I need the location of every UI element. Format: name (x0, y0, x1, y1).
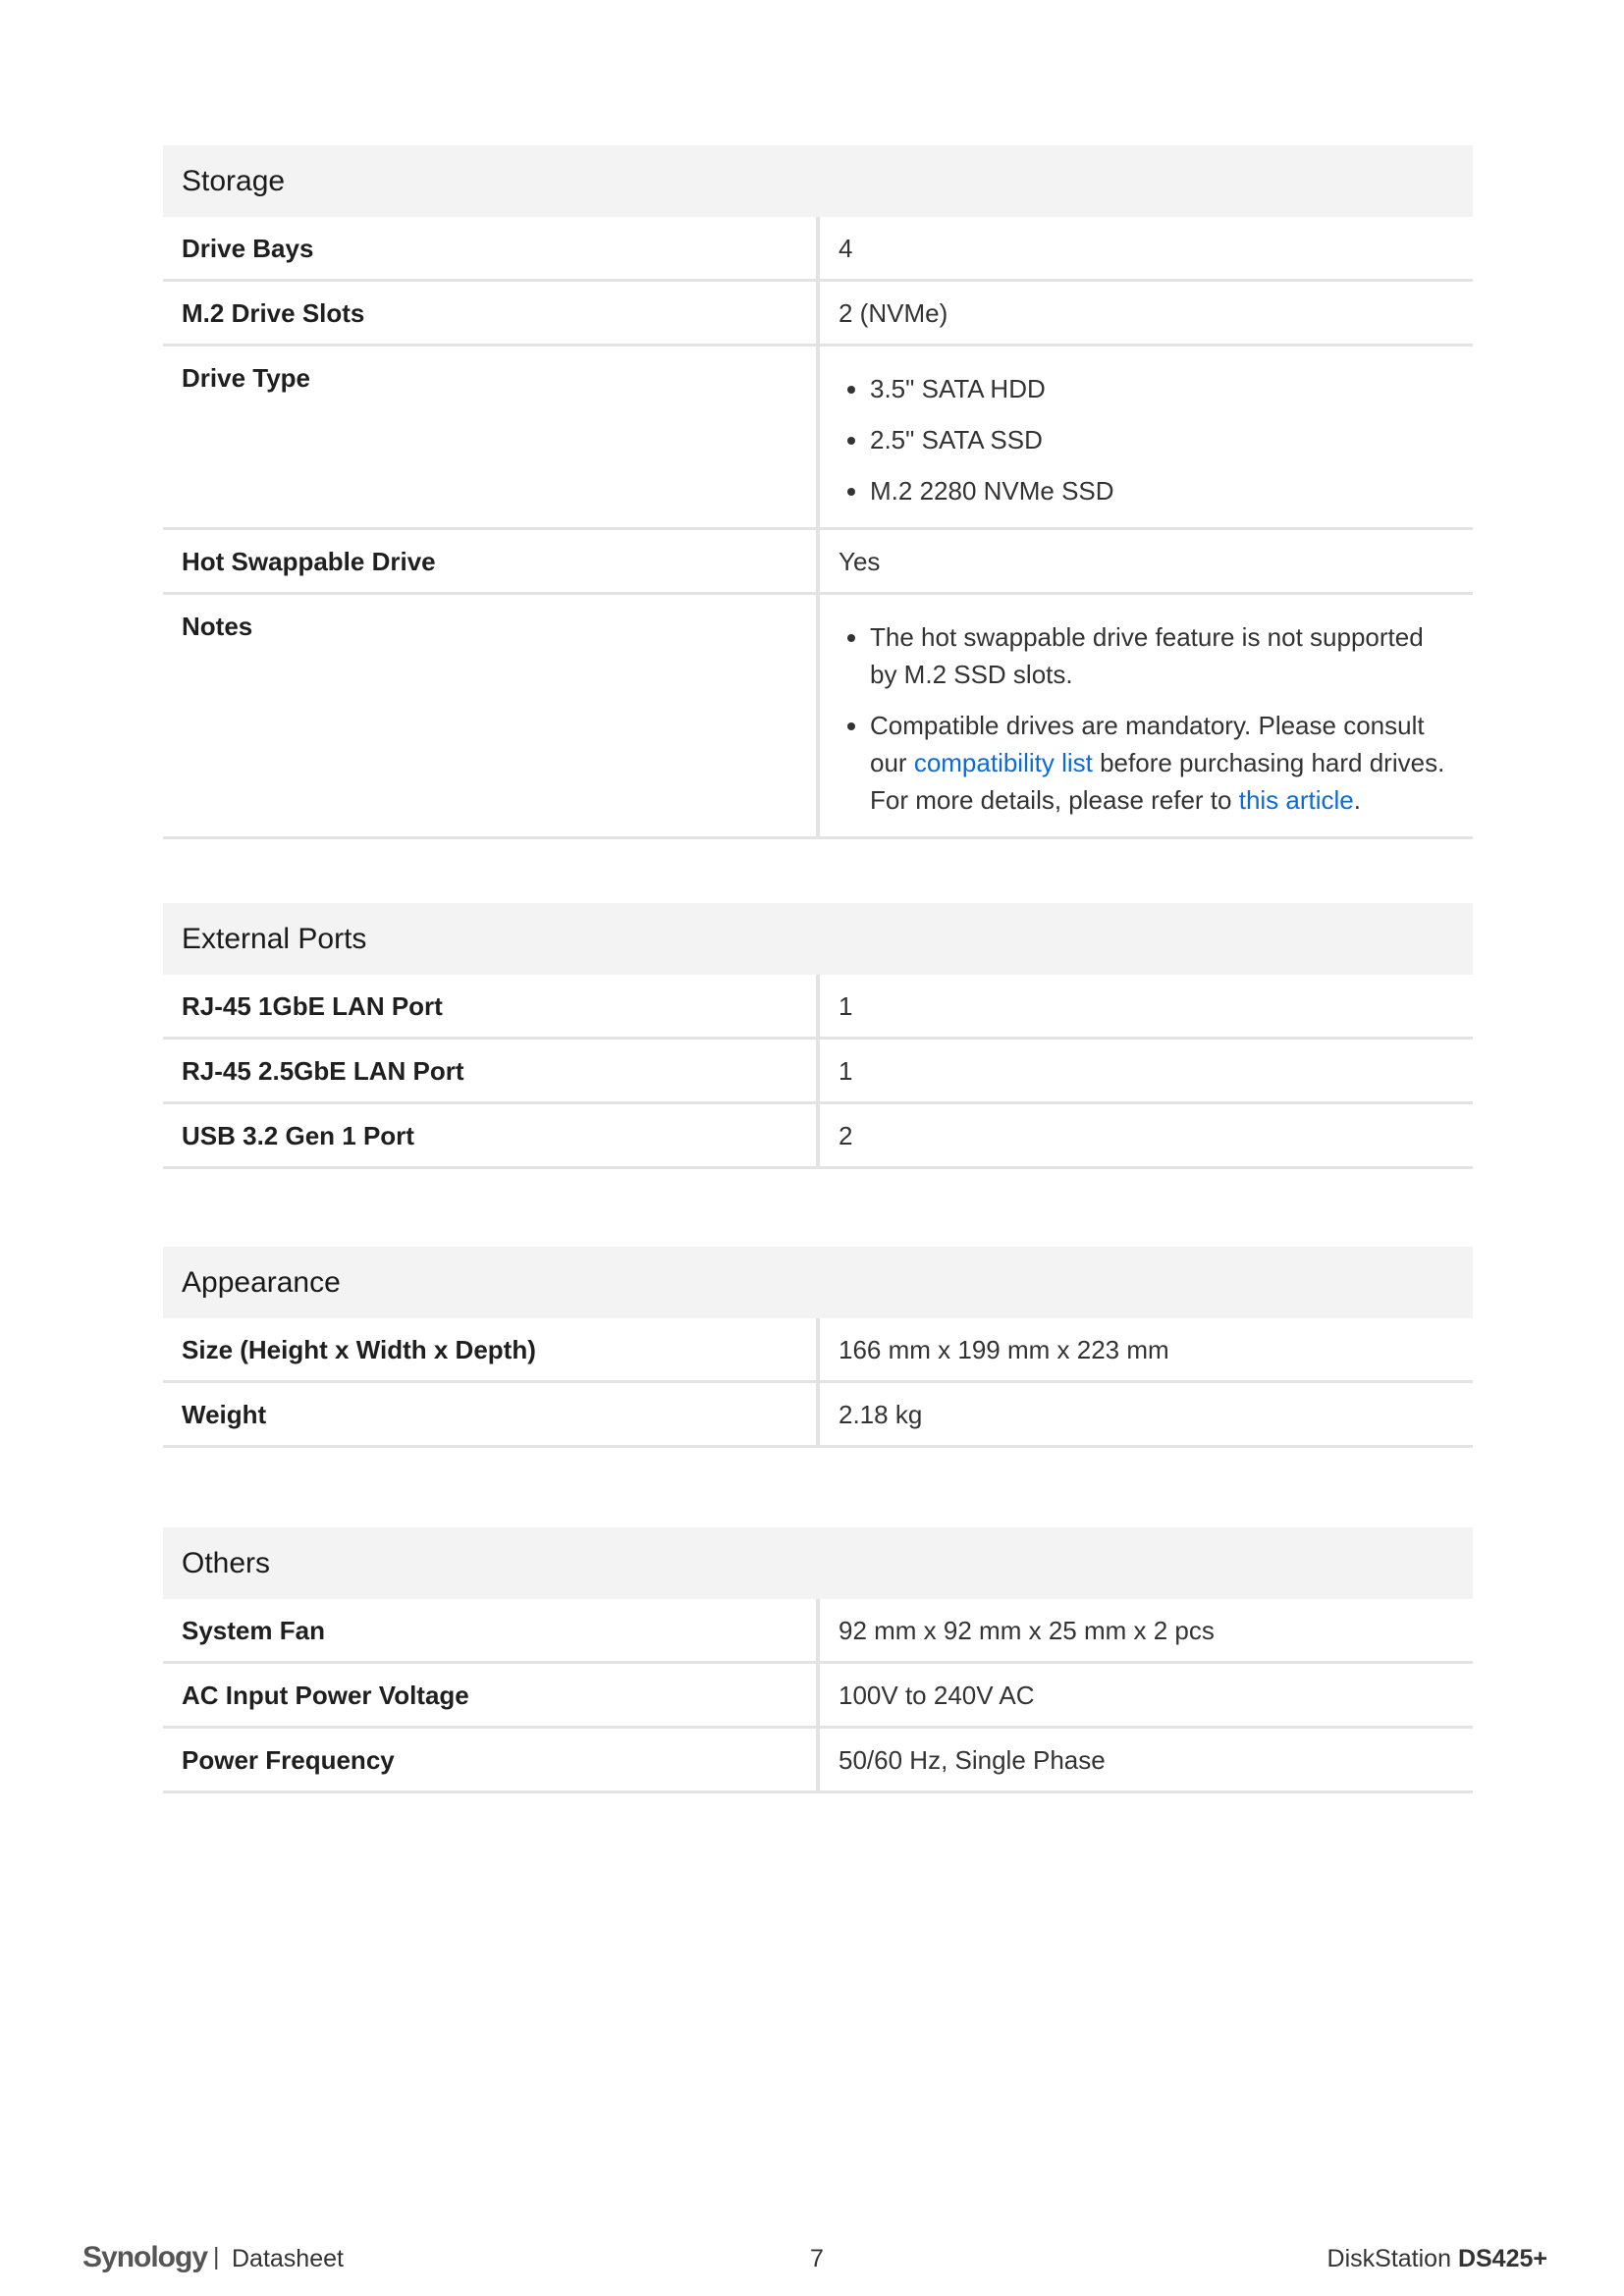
row-label: M.2 Drive Slots (163, 281, 818, 346)
notes-cell (818, 594, 1473, 838)
drive-type-list (839, 370, 1454, 509)
row-value: Yes (818, 529, 1473, 594)
table-row (163, 346, 1473, 529)
page-footer (82, 2241, 1547, 2280)
table-row (163, 594, 1473, 838)
notes-list (839, 618, 1454, 819)
row-label: Weight (163, 1382, 818, 1447)
product-prefix: DiskStation (1326, 2245, 1451, 2272)
external-ports-table (163, 903, 1473, 1169)
row-label: RJ-45 2.5GbE LAN Port (163, 1039, 818, 1103)
table-row (163, 281, 1473, 346)
table-row (163, 1318, 1473, 1382)
row-value: 1 (818, 975, 1473, 1039)
table-row (163, 529, 1473, 594)
section-title-external-ports: External Ports (163, 903, 1473, 975)
section-title-others: Others (163, 1527, 1473, 1599)
row-label: Power Frequency (163, 1728, 818, 1792)
row-label: RJ-45 1GbE LAN Port (163, 975, 818, 1039)
row-value: 4 (818, 217, 1473, 281)
table-row (163, 217, 1473, 281)
storage-table (163, 145, 1473, 839)
note-item: • The hot swappable drive feature is not supported by M.2 SSD slots. (870, 618, 1454, 693)
row-value: 100V to 240V AC (818, 1663, 1473, 1728)
row-label: Hot Swappable Drive (163, 529, 818, 594)
row-value: 1 (818, 1039, 1473, 1103)
table-row (163, 1039, 1473, 1103)
row-value: 92 mm x 92 mm x 25 mm x 2 pcs (818, 1599, 1473, 1663)
row-label: AC Input Power Voltage (163, 1663, 818, 1728)
table-row (163, 1599, 1473, 1663)
note-text: Compatible drives are mandatory. Please consult our (870, 711, 1425, 777)
row-label: Drive Type (163, 346, 818, 529)
row-label: Notes (163, 594, 818, 838)
table-row (163, 1103, 1473, 1168)
this-article-link[interactable]: this article (1238, 785, 1354, 815)
others-table (163, 1527, 1473, 1793)
footer-separator: | (213, 2243, 220, 2270)
row-value: 166 mm x 199 mm x 223 mm (818, 1318, 1473, 1382)
drive-type-list-cell (818, 346, 1473, 529)
table-row (163, 1728, 1473, 1792)
table-row (163, 1663, 1473, 1728)
row-label: USB 3.2 Gen 1 Port (163, 1103, 818, 1168)
note-item (870, 707, 1454, 819)
list-item: • 3.5" SATA HDD (870, 370, 1454, 407)
compatibility-list-link[interactable]: compatibility list (913, 748, 1093, 777)
note-text: . (1353, 785, 1361, 815)
table-row (163, 1382, 1473, 1447)
row-value: 2 (818, 1103, 1473, 1168)
page-number: 7 (810, 2245, 824, 2272)
row-label: Drive Bays (163, 217, 818, 281)
section-title-storage: Storage (163, 145, 1473, 217)
row-value: 2.18 kg (818, 1382, 1473, 1447)
list-item: • M.2 2280 NVMe SSD (870, 472, 1454, 509)
synology-logo: Synology (82, 2241, 208, 2273)
section-title-appearance: Appearance (163, 1247, 1473, 1318)
list-item: • 2.5" SATA SSD (870, 421, 1454, 458)
row-value: 2 (NVMe) (818, 281, 1473, 346)
note-text: before purchasing hard drives. For more details, please refer to (870, 748, 1445, 815)
table-row (163, 975, 1473, 1039)
row-value: 50/60 Hz, Single Phase (818, 1728, 1473, 1792)
row-label: Size (Height x Width x Depth) (163, 1318, 818, 1382)
appearance-table (163, 1247, 1473, 1448)
product-model: DS425+ (1457, 2245, 1547, 2272)
footer-doc-type: Datasheet (232, 2245, 344, 2272)
footer-product (1327, 2245, 1547, 2273)
row-label: System Fan (163, 1599, 818, 1663)
